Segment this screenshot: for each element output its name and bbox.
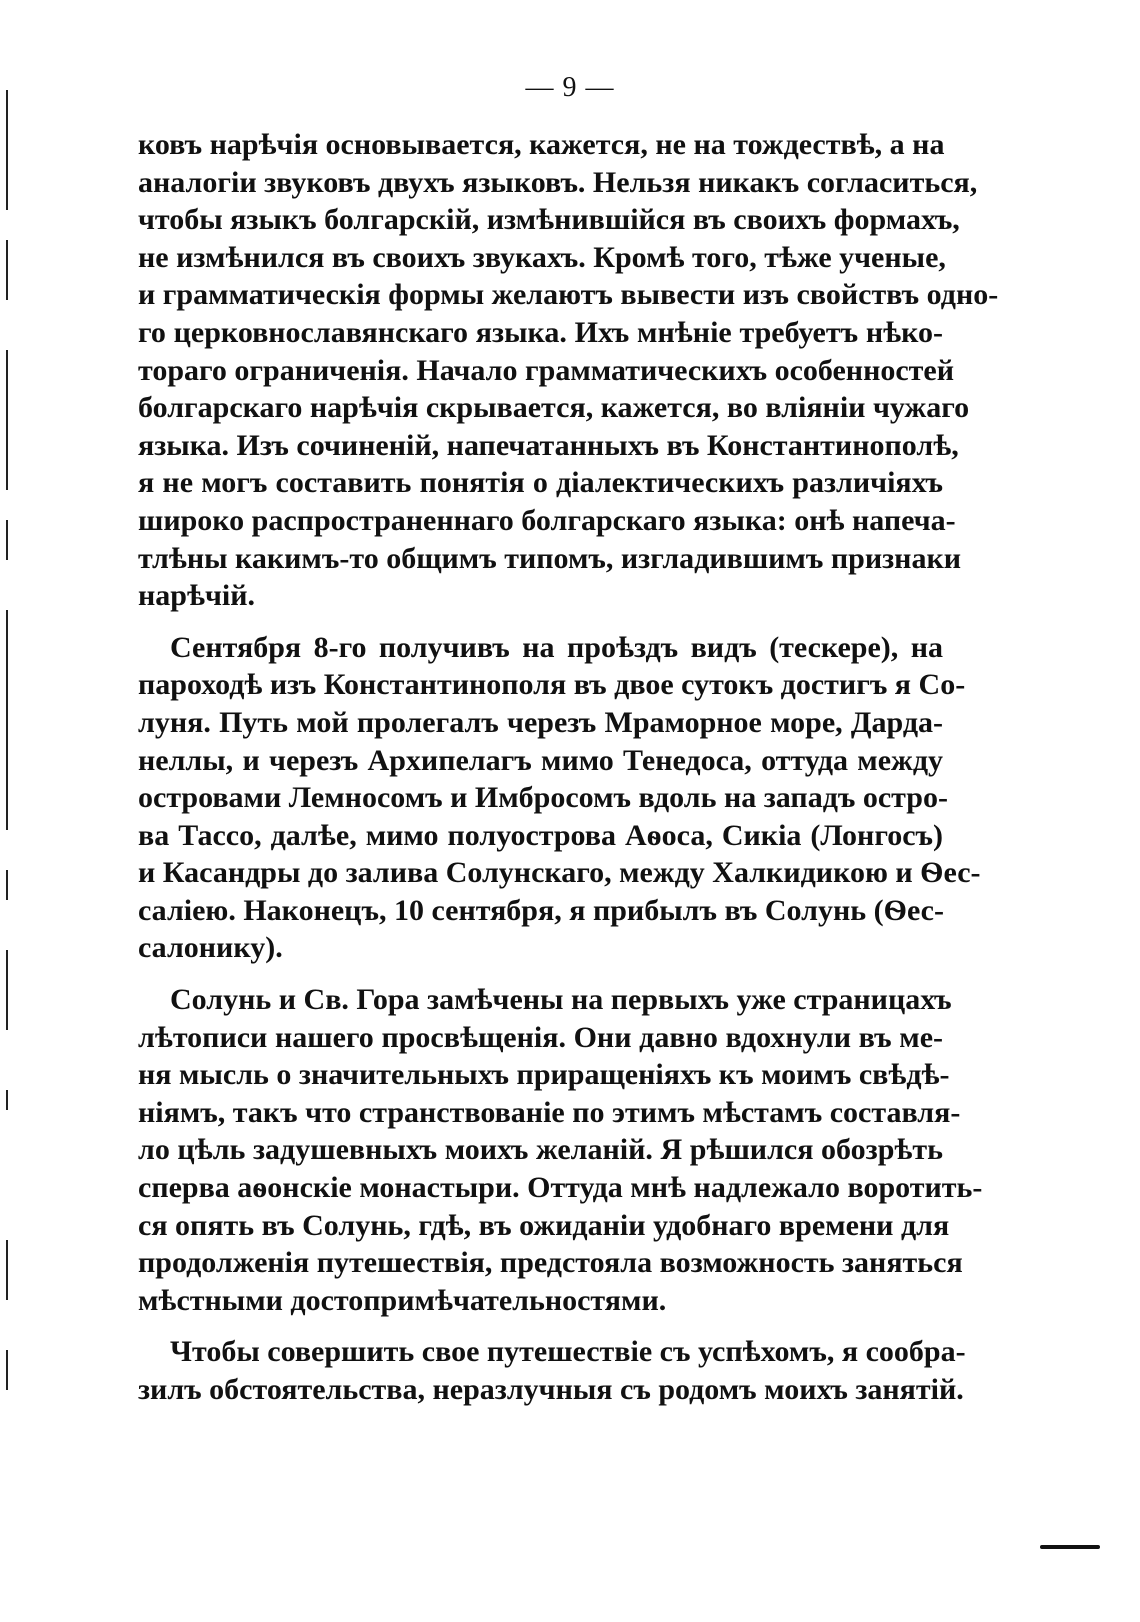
- text-line: аналогіи звуковъ двухъ языковъ. Нельзя никакъ согласиться,: [138, 165, 978, 199]
- text-line: нарѣчій.: [138, 579, 256, 613]
- text-line: продолженія путешествія, предстояла возможность заняться: [138, 1246, 963, 1280]
- text-line: ніямъ, такъ что странствованіе по этимъ мѣстамъ составля-: [138, 1095, 961, 1129]
- text-line: чтобы языкъ болгарскій, измѣнившійся въ своихъ формахъ,: [138, 203, 960, 237]
- page-number: — 9 —: [525, 72, 615, 103]
- text-line: луня. Путь мой пролегалъ черезъ Мраморное море, Дарда-: [138, 705, 943, 739]
- paragraph-2: [138, 629, 981, 967]
- text-line: ся опять въ Солунь, гдѣ, въ ожиданіи удобнаго времени для: [138, 1208, 950, 1242]
- paragraph-1: [138, 126, 999, 615]
- text-line: я не могъ составить понятія о діалектическихъ различіяхъ: [138, 466, 943, 500]
- text-line: неллы, и черезъ Архипелагъ мимо Тенедоса, оттуда между: [138, 743, 943, 777]
- binding-edge-marks: [2, 90, 16, 1490]
- text-line: Сентября 8-го получивъ на проѣздъ видъ (тескере), на: [170, 630, 943, 664]
- text-line: ло цѣль задушевныхъ моихъ желаній. Я рѣшился обозрѣть: [138, 1133, 943, 1167]
- text-line: не измѣнился въ своихъ звукахъ. Кромѣ того, тѣже ученые,: [138, 240, 946, 274]
- text-line: широко распространеннаго болгарскаго языка: онѣ напеча-: [138, 503, 956, 537]
- text-line: ковъ нарѣчія основывается, кажется, не на тождествѣ, а на: [138, 128, 945, 161]
- text-line: болгарскаго нарѣчія скрывается, кажется, во вліяніи чужаго: [138, 391, 970, 425]
- text-line: и Касандры до залива Солунскаго, между Халкидикою и Ѳес-: [138, 856, 981, 890]
- text-line: ня мысль о значительныхъ приращеніяхъ къ моимъ свѣдѣ-: [138, 1058, 950, 1092]
- text-line: го церковнославянскаго языка. Ихъ мнѣніе требуетъ нѣко-: [138, 315, 943, 349]
- paragraph-3: [138, 981, 983, 1319]
- text-line: Чтобы совершить свое путешествіе съ успѣхомъ, я сообра-: [170, 1335, 966, 1369]
- text-line: сперва аѳонскіе монастыри. Оттуда мнѣ надлежало воротить-: [138, 1171, 983, 1205]
- text-line: салонику).: [138, 931, 283, 965]
- text-line: и грамматическія формы желаютъ вывести изъ свойствъ одно-: [138, 278, 999, 312]
- text-line: лѣтописи нашего просвѣщенія. Они давно вдохнули въ ме-: [138, 1020, 943, 1054]
- text-line: Солунь и Св. Гора замѣчены на первыхъ уже страницахъ: [170, 983, 952, 1017]
- text-line: саліею. Наконецъ, 10 сентября, я прибылъ въ Солунь (Ѳес-: [138, 893, 944, 927]
- edge-dash-mark: [1040, 1545, 1100, 1549]
- text-line: зилъ обстоятельства, неразлучныя съ родомъ моихъ занятій.: [138, 1373, 964, 1406]
- body-text: [138, 126, 999, 1423]
- text-line: мѣстными достопримѣчательностями.: [138, 1283, 667, 1317]
- paragraph-4: [138, 1333, 966, 1408]
- text-line: ва Тассо, далѣе, мимо полуострова Аѳоса, Сикіа (Лонгосъ): [138, 818, 943, 852]
- text-line: языка. Изъ сочиненій, напечатанныхъ въ Константинополѣ,: [138, 428, 959, 462]
- text-line: тораго ограниченія. Начало грамматическихъ особенностей: [138, 353, 955, 387]
- text-line: пароходѣ изъ Константинополя въ двое сутокъ достигъ я Со-: [138, 668, 966, 702]
- text-line: тлѣны какимъ-то общимъ типомъ, изгладившимъ признаки: [138, 541, 962, 575]
- text-line: островами Лемносомъ и Имбросомъ вдоль на западъ остро-: [138, 781, 948, 815]
